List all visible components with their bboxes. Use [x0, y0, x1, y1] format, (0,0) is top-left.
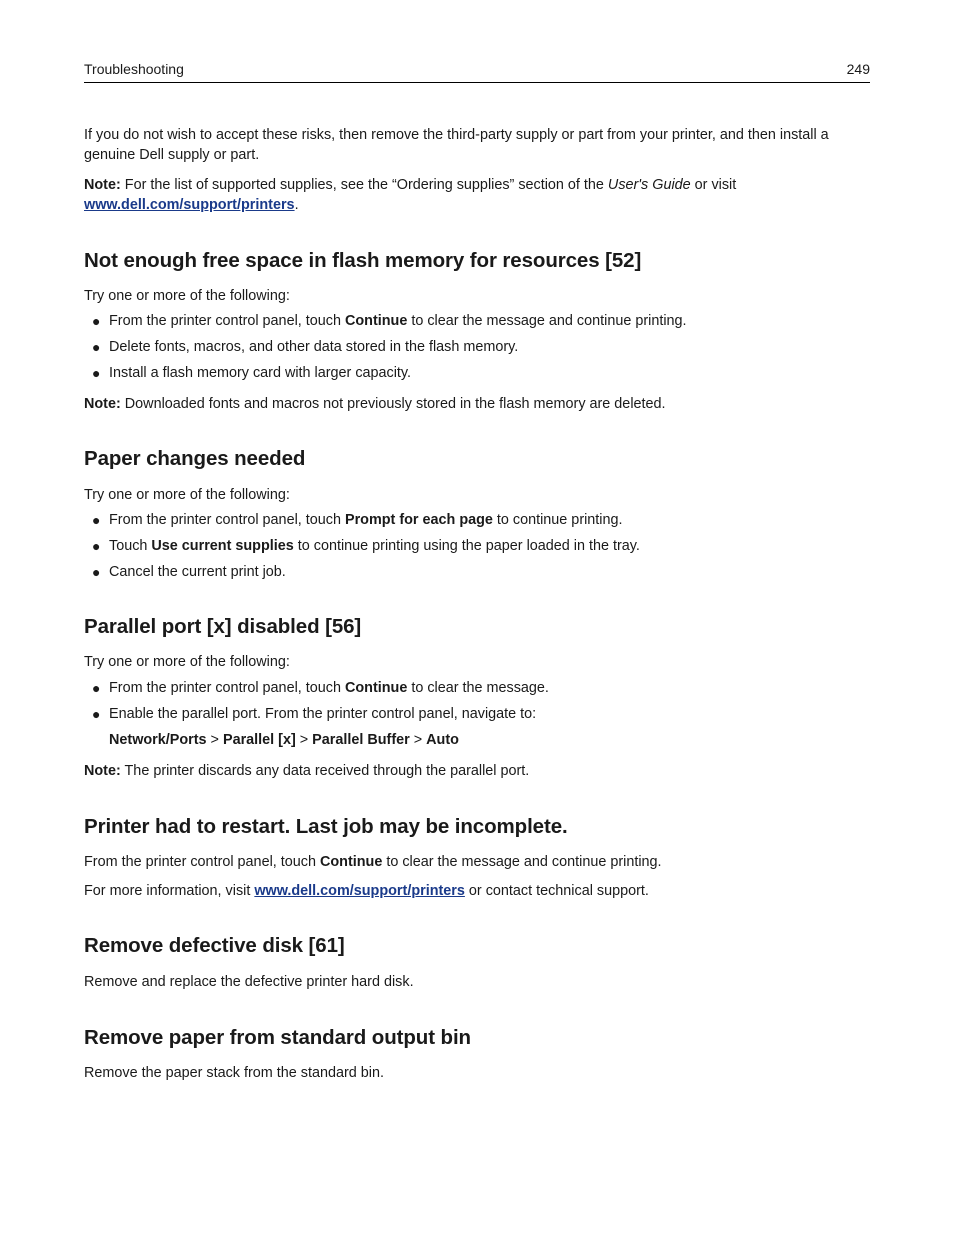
header-page-number: 249 — [846, 61, 870, 77]
section-heading-defective-disk: Remove defective disk [61] — [84, 934, 345, 957]
list-item: ● From the printer control panel, touch Prompt for each page to continue printing. — [92, 512, 623, 528]
dell-support-link[interactable]: www.dell.com/support/printers — [254, 883, 465, 899]
section-heading-flash-memory: Not enough free space in flash memory for resources [52] — [84, 249, 642, 272]
section-heading-output-bin: Remove paper from standard output bin — [84, 1026, 471, 1049]
section-paragraph: From the printer control panel, touch Continue to clear the message and continue printing. — [84, 854, 662, 870]
menu-navigation-path: Network/Ports > Parallel [x] > Parallel Buffer > Auto — [109, 732, 459, 748]
intro-note: Note: For the list of supported supplies, see the “Ordering supplies” section of the User's Guide or visit www.dell.com/support/printers. — [84, 177, 737, 213]
section-intro: Try one or more of the following: — [84, 654, 290, 670]
bullet-icon: ● — [92, 512, 101, 528]
section-heading-printer-restart: Printer had to restart. Last job may be incomplete. — [84, 815, 568, 838]
bullet-icon: ● — [92, 538, 101, 554]
bullet-icon: ● — [92, 365, 101, 381]
bullet-icon: ● — [92, 339, 101, 355]
list-item: ● Touch Use current supplies to continue printing using the paper loaded in the tray. — [92, 538, 640, 554]
note-label: Note: — [84, 177, 121, 193]
dell-support-link[interactable]: www.dell.com/support/printers — [84, 197, 295, 213]
page-header — [84, 60, 870, 83]
bullet-icon: ● — [92, 706, 101, 722]
bullet-icon: ● — [92, 313, 101, 329]
list-item: ● From the printer control panel, touch Continue to clear the message and continue printing. — [92, 313, 687, 329]
section-paragraph: Remove the paper stack from the standard bin. — [84, 1065, 384, 1081]
intro-paragraph: If you do not wish to accept these risks, then remove the third-party supply or part from your printer, and then install a genuine Dell supply or part. — [84, 127, 829, 163]
section-heading-parallel-port: Parallel port [x] disabled [56] — [84, 615, 362, 638]
list-item: ● From the printer control panel, touch Continue to clear the message. — [92, 680, 549, 696]
section-note: Note: Downloaded fonts and macros not previously stored in the flash memory are deleted. — [84, 396, 666, 412]
section-paragraph: Remove and replace the defective printer hard disk. — [84, 974, 414, 990]
users-guide-reference: User's Guide — [607, 177, 691, 193]
bullet-icon: ● — [92, 680, 101, 696]
section-paragraph: For more information, visit www.dell.com/support/printers or contact technical support. — [84, 883, 649, 899]
bullet-icon: ● — [92, 564, 101, 580]
header-section-title: Troubleshooting — [84, 61, 184, 77]
note-label: Note: — [84, 396, 121, 412]
section-note: Note: The printer discards any data received through the parallel port. — [84, 763, 530, 779]
list-item: ● Cancel the current print job. — [92, 564, 286, 580]
section-heading-paper-changes: Paper changes needed — [84, 447, 306, 470]
note-label: Note: — [84, 763, 121, 779]
section-intro: Try one or more of the following: — [84, 487, 290, 503]
list-item: ● Enable the parallel port. From the printer control panel, navigate to: — [92, 706, 537, 722]
list-item: ● Delete fonts, macros, and other data stored in the flash memory. — [92, 339, 519, 355]
list-item: ● Install a flash memory card with larger capacity. — [92, 365, 412, 381]
section-intro: Try one or more of the following: — [84, 288, 290, 304]
